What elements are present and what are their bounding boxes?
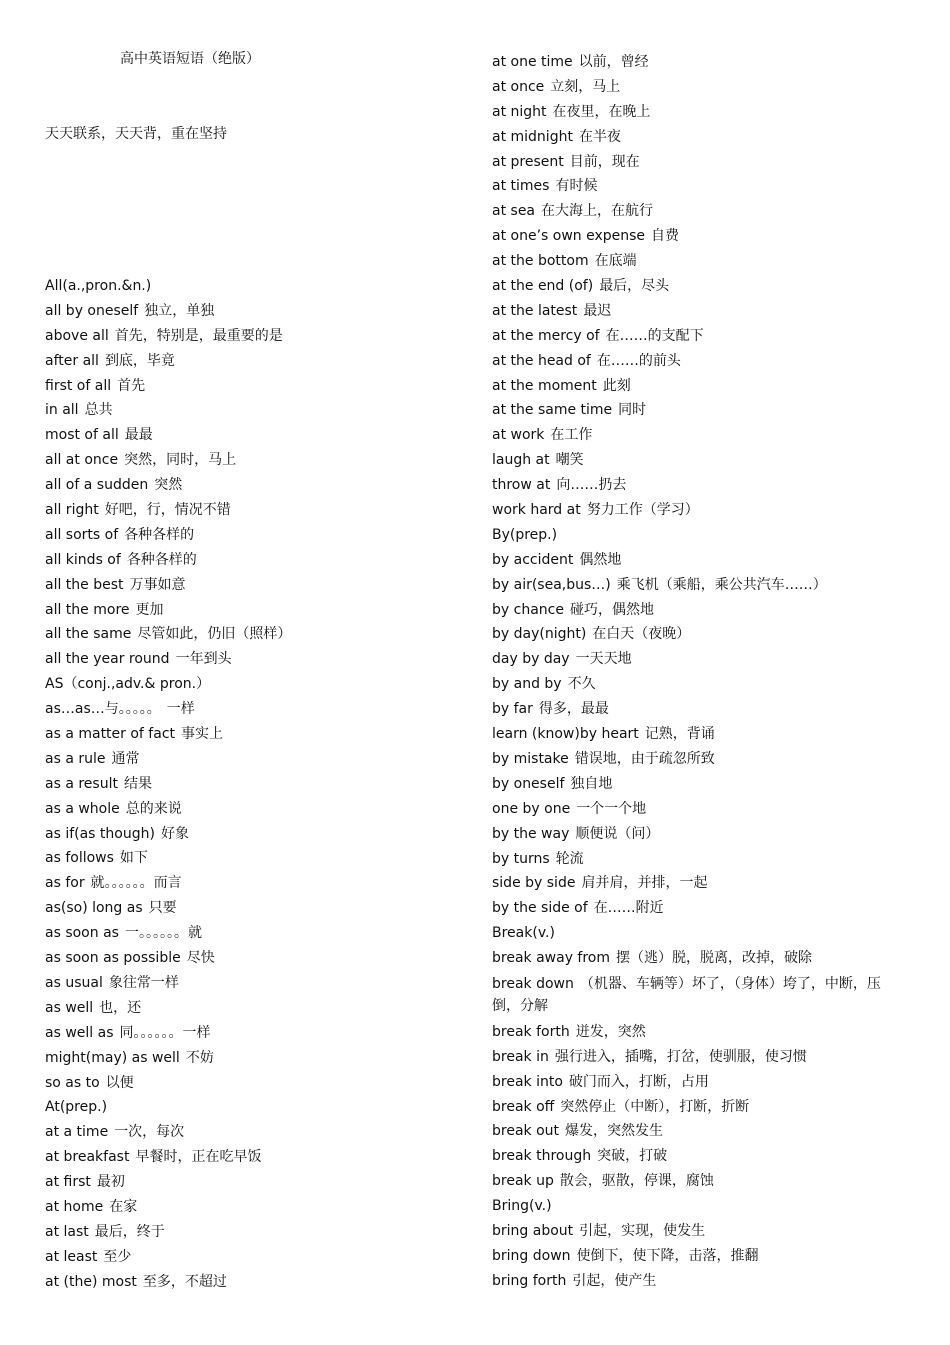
phrase-english: break forth <box>492 1023 570 1040</box>
phrase-english: as(so) long as <box>45 900 143 917</box>
phrase-english: Bring(v.) <box>492 1198 552 1215</box>
phrase-english: first of all <box>45 377 112 394</box>
phrase-english: at the bottom <box>492 253 589 270</box>
phrase-entry <box>45 1048 291 1068</box>
phrase-english: throw at <box>492 477 551 494</box>
phrase-entry <box>492 575 897 595</box>
phrase-entry <box>45 624 291 644</box>
phrase-chinese: 万事如意 <box>129 576 186 593</box>
phrase-english: at one’s own expense <box>492 228 646 245</box>
phrase-entry <box>45 649 291 669</box>
phrase-english: bring down <box>492 1247 571 1264</box>
phrase-english: all of a sudden <box>45 477 149 494</box>
phrase-english: after all <box>45 352 99 369</box>
phrase-english: at the head of <box>492 352 591 369</box>
phrase-english: all at once <box>45 452 119 469</box>
phrase-chinese: 同时 <box>618 402 647 419</box>
phrase-english: by far <box>492 701 533 718</box>
phrase-chinese: 早餐时，正在吃早饭 <box>135 1149 262 1166</box>
phrase-english: break into <box>492 1073 563 1090</box>
phrase-entry <box>45 1147 291 1167</box>
phrase-entry <box>492 301 897 321</box>
phrase-entry <box>492 1221 897 1241</box>
phrase-english: by the way <box>492 825 570 842</box>
phrase-english: above all <box>45 327 109 344</box>
phrase-chinese: 独立，单独 <box>144 302 215 319</box>
phrase-entry <box>492 600 897 620</box>
phrase-english: by mistake <box>492 750 569 767</box>
phrase-english: at a time <box>45 1124 109 1141</box>
phrase-english: at the mercy of <box>492 327 600 344</box>
phrase-chinese: 最最 <box>124 427 153 444</box>
phrase-entry <box>45 799 291 819</box>
phrase-chinese: 各种各样的 <box>124 526 195 543</box>
phrase-english: break off <box>492 1098 555 1115</box>
phrase-chinese: 尽管如此，仍旧（照样） <box>137 626 292 643</box>
phrase-entry <box>45 600 291 620</box>
phrase-entry <box>492 1146 897 1166</box>
phrase-english: at once <box>492 78 545 95</box>
phrase-entry <box>492 898 897 918</box>
phrase-entry <box>45 575 291 595</box>
phrase-chinese: 在工作 <box>550 427 593 444</box>
phrase-entry <box>492 127 897 147</box>
phrase-english: break down <box>492 975 574 992</box>
phrase-entry <box>45 450 291 470</box>
phrase-entry <box>45 1197 291 1217</box>
phrase-entry <box>45 1172 291 1192</box>
phrase-entry <box>492 948 897 968</box>
phrase-english: at the end (of) <box>492 278 594 295</box>
phrase-entry <box>492 1271 897 1291</box>
phrase-chinese: 使倒下，使下降，击落，推翻 <box>576 1247 759 1264</box>
phrase-chinese: 目前，现在 <box>569 153 640 170</box>
phrase-english: by the side of <box>492 900 588 917</box>
phrase-chinese: 一次，每次 <box>114 1124 185 1141</box>
phrase-chinese: 在家 <box>109 1198 138 1215</box>
phrase-english: by air(sea,bus…) <box>492 576 611 593</box>
phrase-entry <box>45 1247 291 1267</box>
phrase-chinese: 事实上 <box>181 726 224 743</box>
phrase-chinese: 引起，实现，使发生 <box>579 1222 706 1239</box>
phrase-english: break up <box>492 1173 554 1190</box>
phrase-english: at first <box>45 1174 91 1191</box>
phrase-english: all kinds of <box>45 551 121 568</box>
phrase-chinese: 此刻 <box>602 377 631 394</box>
phrase-entry <box>45 425 291 445</box>
phrase-english: as for <box>45 875 85 892</box>
phrase-entry <box>45 1023 291 1043</box>
phrase-chinese: 以便 <box>105 1074 134 1091</box>
phrase-english: as well <box>45 999 94 1016</box>
phrase-english: at midnight <box>492 128 573 145</box>
phrase-entry <box>492 376 897 396</box>
phrase-chinese: 在白天（夜晚） <box>592 626 691 643</box>
phrase-english: break away from <box>492 950 611 967</box>
phrase-english: By(prep.) <box>492 526 558 543</box>
phrase-entry <box>45 326 291 346</box>
phrase-english: as usual <box>45 974 103 991</box>
phrase-english: break through <box>492 1148 592 1165</box>
phrase-english: Break(v.) <box>492 925 555 942</box>
phrase-chinese: 最初 <box>96 1174 125 1191</box>
section-heading <box>45 1097 291 1117</box>
phrase-english: by oneself <box>492 775 565 792</box>
phrase-chinese: 一个一个地 <box>576 800 647 817</box>
phrase-chinese: 只要 <box>148 900 177 917</box>
phrase-chinese: 偶然地 <box>579 551 622 568</box>
phrase-chinese: 至少 <box>103 1248 132 1265</box>
phrase-entry <box>492 824 897 844</box>
phrase-entry <box>492 500 897 520</box>
phrase-english: as soon as <box>45 925 119 942</box>
phrase-entry <box>45 500 291 520</box>
section-heading <box>492 1196 897 1216</box>
phrase-entry <box>45 1073 291 1093</box>
phrase-entry <box>45 351 291 371</box>
phrase-chinese: 迸发，突然 <box>575 1023 646 1040</box>
phrase-chinese: 在底端 <box>594 253 637 270</box>
phrase-chinese: 错误地，由于疏忽所致 <box>574 750 715 767</box>
phrase-english: as a result <box>45 775 118 792</box>
phrase-chinese: 一。。。。。。就 <box>124 925 202 942</box>
phrase-entry <box>492 1047 897 1067</box>
phrase-english: at least <box>45 1248 98 1265</box>
phrase-chinese: 在夜里，在晚上 <box>552 103 651 120</box>
phrase-entry <box>492 550 897 570</box>
phrase-chinese: 总共 <box>84 402 113 419</box>
phrase-chinese: 引起，使产生 <box>572 1272 657 1289</box>
phrase-chinese: 突然，同时，马上 <box>124 452 237 469</box>
phrase-entry <box>492 774 897 794</box>
phrase-entry <box>45 475 291 495</box>
phrase-entry <box>492 1121 897 1141</box>
phrase-english: by chance <box>492 601 564 618</box>
phrase-chinese: 就。。。。。。而言 <box>90 875 182 892</box>
phrase-entry <box>492 674 897 694</box>
phrase-entry <box>492 351 897 371</box>
phrase-entry <box>45 998 291 1018</box>
document-title: 高中英语短语（绝版） <box>120 51 260 67</box>
phrase-entry <box>492 1246 897 1266</box>
phrase-entry <box>492 1022 897 1042</box>
phrase-entry <box>45 301 291 321</box>
phrase-english: all the best <box>45 576 124 593</box>
phrase-english: as a matter of fact <box>45 726 176 743</box>
phrase-english: all the year round <box>45 651 170 668</box>
phrase-english: all right <box>45 502 99 519</box>
phrase-english: as follows <box>45 850 114 867</box>
phrase-chinese: 更加 <box>135 601 164 618</box>
phrase-english: all by oneself <box>45 302 139 319</box>
phrase-chinese: 向……扔去 <box>556 477 627 494</box>
phrase-entry <box>45 973 291 993</box>
phrase-chinese: 散会，驱散，停课，腐蚀 <box>559 1173 714 1190</box>
phrase-entry <box>45 699 291 719</box>
phrase-chinese: 破门而入，打断，占用 <box>568 1073 709 1090</box>
phrase-chinese: 在……的前头 <box>596 352 681 369</box>
phrase-entry <box>45 1272 291 1292</box>
phrase-chinese: 总的来说 <box>125 800 182 817</box>
phrase-chinese: 尽快 <box>186 950 215 967</box>
phrase-english: in all <box>45 402 79 419</box>
phrase-entry <box>45 1122 291 1142</box>
phrase-entry <box>492 102 897 122</box>
phrase-english: one by one <box>492 800 571 817</box>
phrase-chinese: 有时候 <box>555 178 598 195</box>
phrase-chinese: 轮流 <box>555 850 584 867</box>
phrase-chinese: 顺便说（问） <box>575 825 660 842</box>
phrase-english: at breakfast <box>45 1149 130 1166</box>
phrase-entry <box>45 873 291 893</box>
phrase-chinese: 至多，不超过 <box>142 1273 227 1290</box>
phrase-entry <box>492 201 897 221</box>
phrase-chinese: （机器、车辆等）坏了，（身体）垮了，中断，压倒，分解 <box>492 975 881 1014</box>
phrase-entry <box>492 649 897 669</box>
phrase-entry <box>45 724 291 744</box>
phrase-chinese: 首先 <box>117 377 146 394</box>
phrase-chinese: 独自地 <box>570 775 613 792</box>
section-heading <box>492 525 897 545</box>
phrase-english: at times <box>492 178 550 195</box>
phrase-entry <box>492 873 897 893</box>
phrase-chinese: 强行进入，插嘴，打岔，使驯服，使习惯 <box>554 1048 807 1065</box>
phrase-chinese: 各种各样的 <box>126 551 197 568</box>
phrase-english: day by day <box>492 651 570 668</box>
phrase-english: At(prep.) <box>45 1099 108 1116</box>
phrase-entry <box>45 749 291 769</box>
phrase-english: All(a.,pron.&n.) <box>45 278 152 294</box>
phrase-english: learn (know)by heart <box>492 726 639 743</box>
phrase-english: break in <box>492 1048 549 1065</box>
phrase-chinese: 碰巧，偶然地 <box>569 601 654 618</box>
phrase-english: might(may) as well <box>45 1049 180 1066</box>
phrase-entry <box>492 52 897 72</box>
phrase-english: as if(as though) <box>45 825 155 842</box>
phrase-chinese: 首先，特别是，最重要的是 <box>114 327 283 344</box>
phrase-entry <box>45 550 291 570</box>
phrase-english: at the same time <box>492 402 613 419</box>
phrase-entry <box>492 176 897 196</box>
phrase-chinese: 不妨 <box>185 1049 214 1066</box>
phrase-english: at sea <box>492 203 536 220</box>
phrase-entry <box>45 824 291 844</box>
phrase-english: at the latest <box>492 302 578 319</box>
phrase-entry <box>492 1097 897 1117</box>
phrase-english: at present <box>492 153 564 170</box>
phrase-entry <box>45 774 291 794</box>
phrase-entry <box>492 276 897 296</box>
phrase-english: all the same <box>45 626 132 643</box>
phrase-entry <box>45 1222 291 1242</box>
phrase-english: at one time <box>492 54 573 70</box>
phrase-chinese: 象往常一样 <box>108 974 179 991</box>
phrase-chinese: 在……附近 <box>593 900 664 917</box>
phrase-chinese: 结果 <box>123 775 152 792</box>
phrase-entry <box>492 326 897 346</box>
phrase-chinese: 突然 <box>154 477 183 494</box>
phrase-entry <box>492 1171 897 1191</box>
phrase-chinese: 好象 <box>160 825 189 842</box>
phrase-entry <box>45 400 291 420</box>
phrase-english: so as to <box>45 1074 100 1091</box>
phrase-english: by and by <box>492 676 562 693</box>
phrase-entry <box>492 425 897 445</box>
phrase-chinese: 以前，曾经 <box>578 54 649 70</box>
phrase-english: as a whole <box>45 800 120 817</box>
phrase-entry <box>492 1072 897 1092</box>
phrase-english: bring about <box>492 1222 574 1239</box>
phrase-chinese: 也，还 <box>99 999 142 1016</box>
phrase-chinese: 好吧，行，情况不错 <box>104 502 231 519</box>
phrase-english: side by side <box>492 875 576 892</box>
phrase-chinese: 最后，终于 <box>94 1223 165 1240</box>
phrase-chinese: 不久 <box>567 676 596 693</box>
phrase-english: at the moment <box>492 377 597 394</box>
phrase-chinese: 一天天地 <box>575 651 632 668</box>
phrase-chinese: 到底，毕竟 <box>104 352 175 369</box>
phrase-english: AS（conj.,adv.& pron.） <box>45 676 211 693</box>
phrase-chinese: 一年到头 <box>175 651 232 668</box>
phrase-entry <box>45 525 291 545</box>
section-heading <box>45 276 291 296</box>
phrase-chinese: 在半夜 <box>578 128 621 145</box>
phrase-chinese: 得多，最最 <box>538 701 609 718</box>
phrase-entry <box>492 849 897 869</box>
phrase-chinese: 最后，尽头 <box>599 278 670 295</box>
phrase-english: as…as…与。。。。。 <box>45 701 161 718</box>
phrase-chinese: 突然停止（中断），打断，折断 <box>560 1098 750 1115</box>
phrase-english: as soon as possible <box>45 950 181 967</box>
phrase-entry <box>492 400 897 420</box>
phrase-chinese: 自费 <box>651 228 680 245</box>
phrase-english: by turns <box>492 850 550 867</box>
section-heading <box>492 923 897 943</box>
phrase-english: as a rule <box>45 750 106 767</box>
phrase-chinese: 通常 <box>111 750 140 767</box>
phrase-english: at night <box>492 103 547 120</box>
phrase-chinese: 在大海上，在航行 <box>541 203 654 220</box>
left-phrase-list <box>45 276 291 1297</box>
phrase-english: at home <box>45 1198 104 1215</box>
phrase-chinese: 肩并肩，并排，一起 <box>581 875 708 892</box>
right-phrase-list <box>492 52 897 1296</box>
phrase-entry <box>45 898 291 918</box>
phrase-english: at (the) most <box>45 1273 137 1290</box>
phrase-entry <box>492 724 897 744</box>
phrase-chinese: 摆（逃）脱，脱离，改掉，破除 <box>616 950 813 967</box>
phrase-chinese: 最迟 <box>583 302 612 319</box>
phrase-english: all the more <box>45 601 130 618</box>
phrase-entry <box>492 475 897 495</box>
phrase-chinese: 在……的支配下 <box>605 327 704 344</box>
phrase-english: laugh at <box>492 452 550 469</box>
phrase-entry <box>492 799 897 819</box>
phrase-chinese: 记熟，背诵 <box>644 726 715 743</box>
phrase-entry <box>45 376 291 396</box>
phrase-entry <box>492 699 897 719</box>
phrase-entry <box>492 77 897 97</box>
section-heading <box>45 674 291 694</box>
phrase-english: most of all <box>45 427 119 444</box>
phrase-english: by day(night) <box>492 626 587 643</box>
phrase-entry <box>45 923 291 943</box>
phrase-chinese: 嘲笑 <box>555 452 584 469</box>
phrase-english: bring forth <box>492 1272 567 1289</box>
phrase-english: work hard at <box>492 502 581 519</box>
phrase-chinese: 立刻，马上 <box>550 78 621 95</box>
motto-text: 天天联系，天天背，重在坚持 <box>45 126 227 142</box>
phrase-chinese: 如下 <box>119 850 148 867</box>
phrase-entry <box>492 973 897 1017</box>
phrase-entry <box>492 226 897 246</box>
phrase-chinese: 爆发，突然发生 <box>565 1123 664 1140</box>
phrase-entry <box>492 450 897 470</box>
phrase-english: as well as <box>45 1024 114 1041</box>
phrase-entry <box>492 152 897 172</box>
phrase-entry <box>492 749 897 769</box>
phrase-entry <box>492 251 897 271</box>
phrase-entry <box>45 948 291 968</box>
phrase-chinese: 同。。。。。。一样 <box>119 1024 211 1041</box>
phrase-chinese: 突破，打破 <box>597 1148 668 1165</box>
phrase-chinese: 乘飞机（乘船，乘公共汽车……） <box>616 576 827 593</box>
phrase-entry <box>492 624 897 644</box>
phrase-english: at work <box>492 427 545 444</box>
phrase-english: by accident <box>492 551 574 568</box>
phrase-english: all sorts of <box>45 526 119 543</box>
phrase-english: at last <box>45 1223 89 1240</box>
phrase-entry <box>45 848 291 868</box>
phrase-english: break out <box>492 1123 560 1140</box>
phrase-chinese: 一样 <box>166 701 195 718</box>
phrase-chinese: 努力工作（学习） <box>586 502 699 519</box>
